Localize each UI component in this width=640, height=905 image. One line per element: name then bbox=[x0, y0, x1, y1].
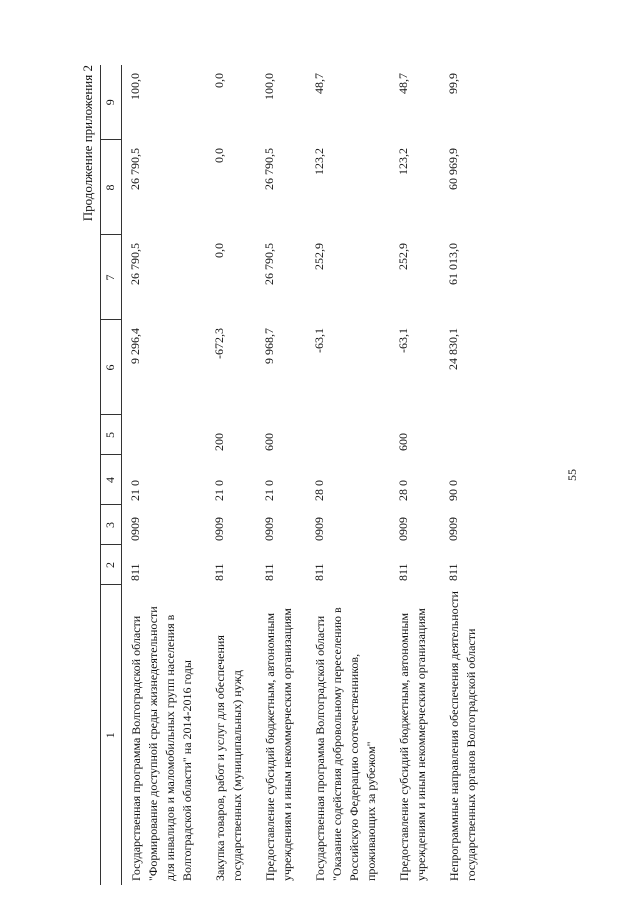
cell-code: 811 bbox=[262, 563, 276, 581]
rotated-page bbox=[75, 65, 595, 885]
cell-amount-7: 252,9 bbox=[396, 243, 410, 270]
cell-percent: 99,9 bbox=[446, 73, 460, 94]
continuation-note: Продолжение приложения 2 bbox=[80, 65, 95, 222]
cell-amount-6: 9 968,7 bbox=[262, 328, 276, 364]
cell-percent: 48,7 bbox=[312, 73, 326, 94]
row-name: Непрограммные направления обеспечения деятельности государственных органов Волгоградской области bbox=[447, 591, 478, 881]
cell-section: 0909 bbox=[446, 517, 460, 541]
table-row bbox=[306, 65, 390, 885]
cell-amount-7: 26 790,5 bbox=[128, 243, 142, 285]
cell-program: 90 0 bbox=[446, 480, 460, 501]
header-row bbox=[101, 65, 122, 885]
table-row bbox=[206, 65, 256, 885]
cell-percent: 100,0 bbox=[262, 73, 276, 100]
cell-amount-6: -63,1 bbox=[396, 328, 410, 353]
cell-amount-8: 26 790,5 bbox=[128, 148, 142, 190]
cell-section: 0909 bbox=[212, 517, 226, 541]
row-name: Предоставление субсидий бюджетным, автономным учреждениям и иным некоммерческим организациям bbox=[263, 608, 294, 881]
cell-amount-8: 60 969,9 bbox=[446, 148, 460, 190]
cell-amount-8: 0,0 bbox=[212, 148, 226, 163]
cell-type bbox=[306, 415, 390, 455]
header-col-6: 6 bbox=[101, 320, 122, 415]
cell-type bbox=[122, 415, 207, 455]
header-col-9: 9 bbox=[101, 65, 122, 140]
cell-section: 0909 bbox=[312, 517, 326, 541]
page-number: 55 bbox=[565, 469, 579, 481]
row-name: Государственная программа Волгоградской области "Оказание содействия добровольному переселению в Российскую Федерацию соотечественников, проживающих за рубежом" bbox=[313, 607, 378, 881]
cell-section: 0909 bbox=[262, 517, 276, 541]
cell-program: 21 0 bbox=[128, 480, 142, 501]
cell-amount-6: 24 830,1 bbox=[446, 328, 460, 370]
row-name: Закупка товаров, работ и услуг для обеспечения государственных (муниципальных) нужд bbox=[213, 635, 244, 881]
cell-program: 21 0 bbox=[212, 480, 226, 501]
header-col-2: 2 bbox=[101, 545, 122, 585]
table-row bbox=[440, 65, 490, 885]
row-name: Государственная программа Волгоградской области "Формирование доступной среды жизнедеятельности для инвалидов и маломобильных групп населения в Волгоградской области" на 2014-2016 годы bbox=[129, 606, 194, 881]
cell-section: 0909 bbox=[396, 517, 410, 541]
cell-program: 28 0 bbox=[396, 480, 410, 501]
budget-table bbox=[100, 65, 490, 885]
cell-percent: 100,0 bbox=[128, 73, 142, 100]
cell-amount-8: 123,2 bbox=[396, 148, 410, 175]
cell-amount-6: -63,1 bbox=[312, 328, 326, 353]
cell-amount-6: 9 296,4 bbox=[128, 328, 142, 364]
table-row bbox=[256, 65, 306, 885]
table-row bbox=[390, 65, 440, 885]
cell-amount-7: 61 013,0 bbox=[446, 243, 460, 285]
header-col-8: 8 bbox=[101, 140, 122, 235]
header-col-5: 5 bbox=[101, 415, 122, 455]
cell-type: 600 bbox=[262, 433, 276, 451]
cell-amount-7: 0,0 bbox=[212, 243, 226, 258]
cell-type bbox=[440, 415, 490, 455]
cell-section: 0909 bbox=[128, 517, 142, 541]
cell-percent: 48,7 bbox=[396, 73, 410, 94]
cell-amount-8: 123,2 bbox=[312, 148, 326, 175]
cell-code: 811 bbox=[446, 563, 460, 581]
cell-amount-6: -672,3 bbox=[212, 328, 226, 359]
cell-code: 811 bbox=[396, 563, 410, 581]
cell-code: 811 bbox=[128, 563, 142, 581]
header-col-1: 1 bbox=[101, 585, 122, 885]
cell-code: 811 bbox=[212, 563, 226, 581]
header-col-3: 3 bbox=[101, 505, 122, 545]
header-col-7: 7 bbox=[101, 235, 122, 320]
cell-amount-8: 26 790,5 bbox=[262, 148, 276, 190]
cell-amount-7: 26 790,5 bbox=[262, 243, 276, 285]
cell-program: 28 0 bbox=[312, 480, 326, 501]
cell-program: 21 0 bbox=[262, 480, 276, 501]
row-name: Предоставление субсидий бюджетным, автономным учреждениям и иным некоммерческим организациям bbox=[397, 608, 428, 881]
cell-percent: 0,0 bbox=[212, 73, 226, 88]
table-row bbox=[122, 65, 207, 885]
cell-type: 200 bbox=[212, 433, 226, 451]
header-col-4: 4 bbox=[101, 455, 122, 505]
cell-amount-7: 252,9 bbox=[312, 243, 326, 270]
cell-code: 811 bbox=[312, 563, 326, 581]
cell-type: 600 bbox=[396, 433, 410, 451]
